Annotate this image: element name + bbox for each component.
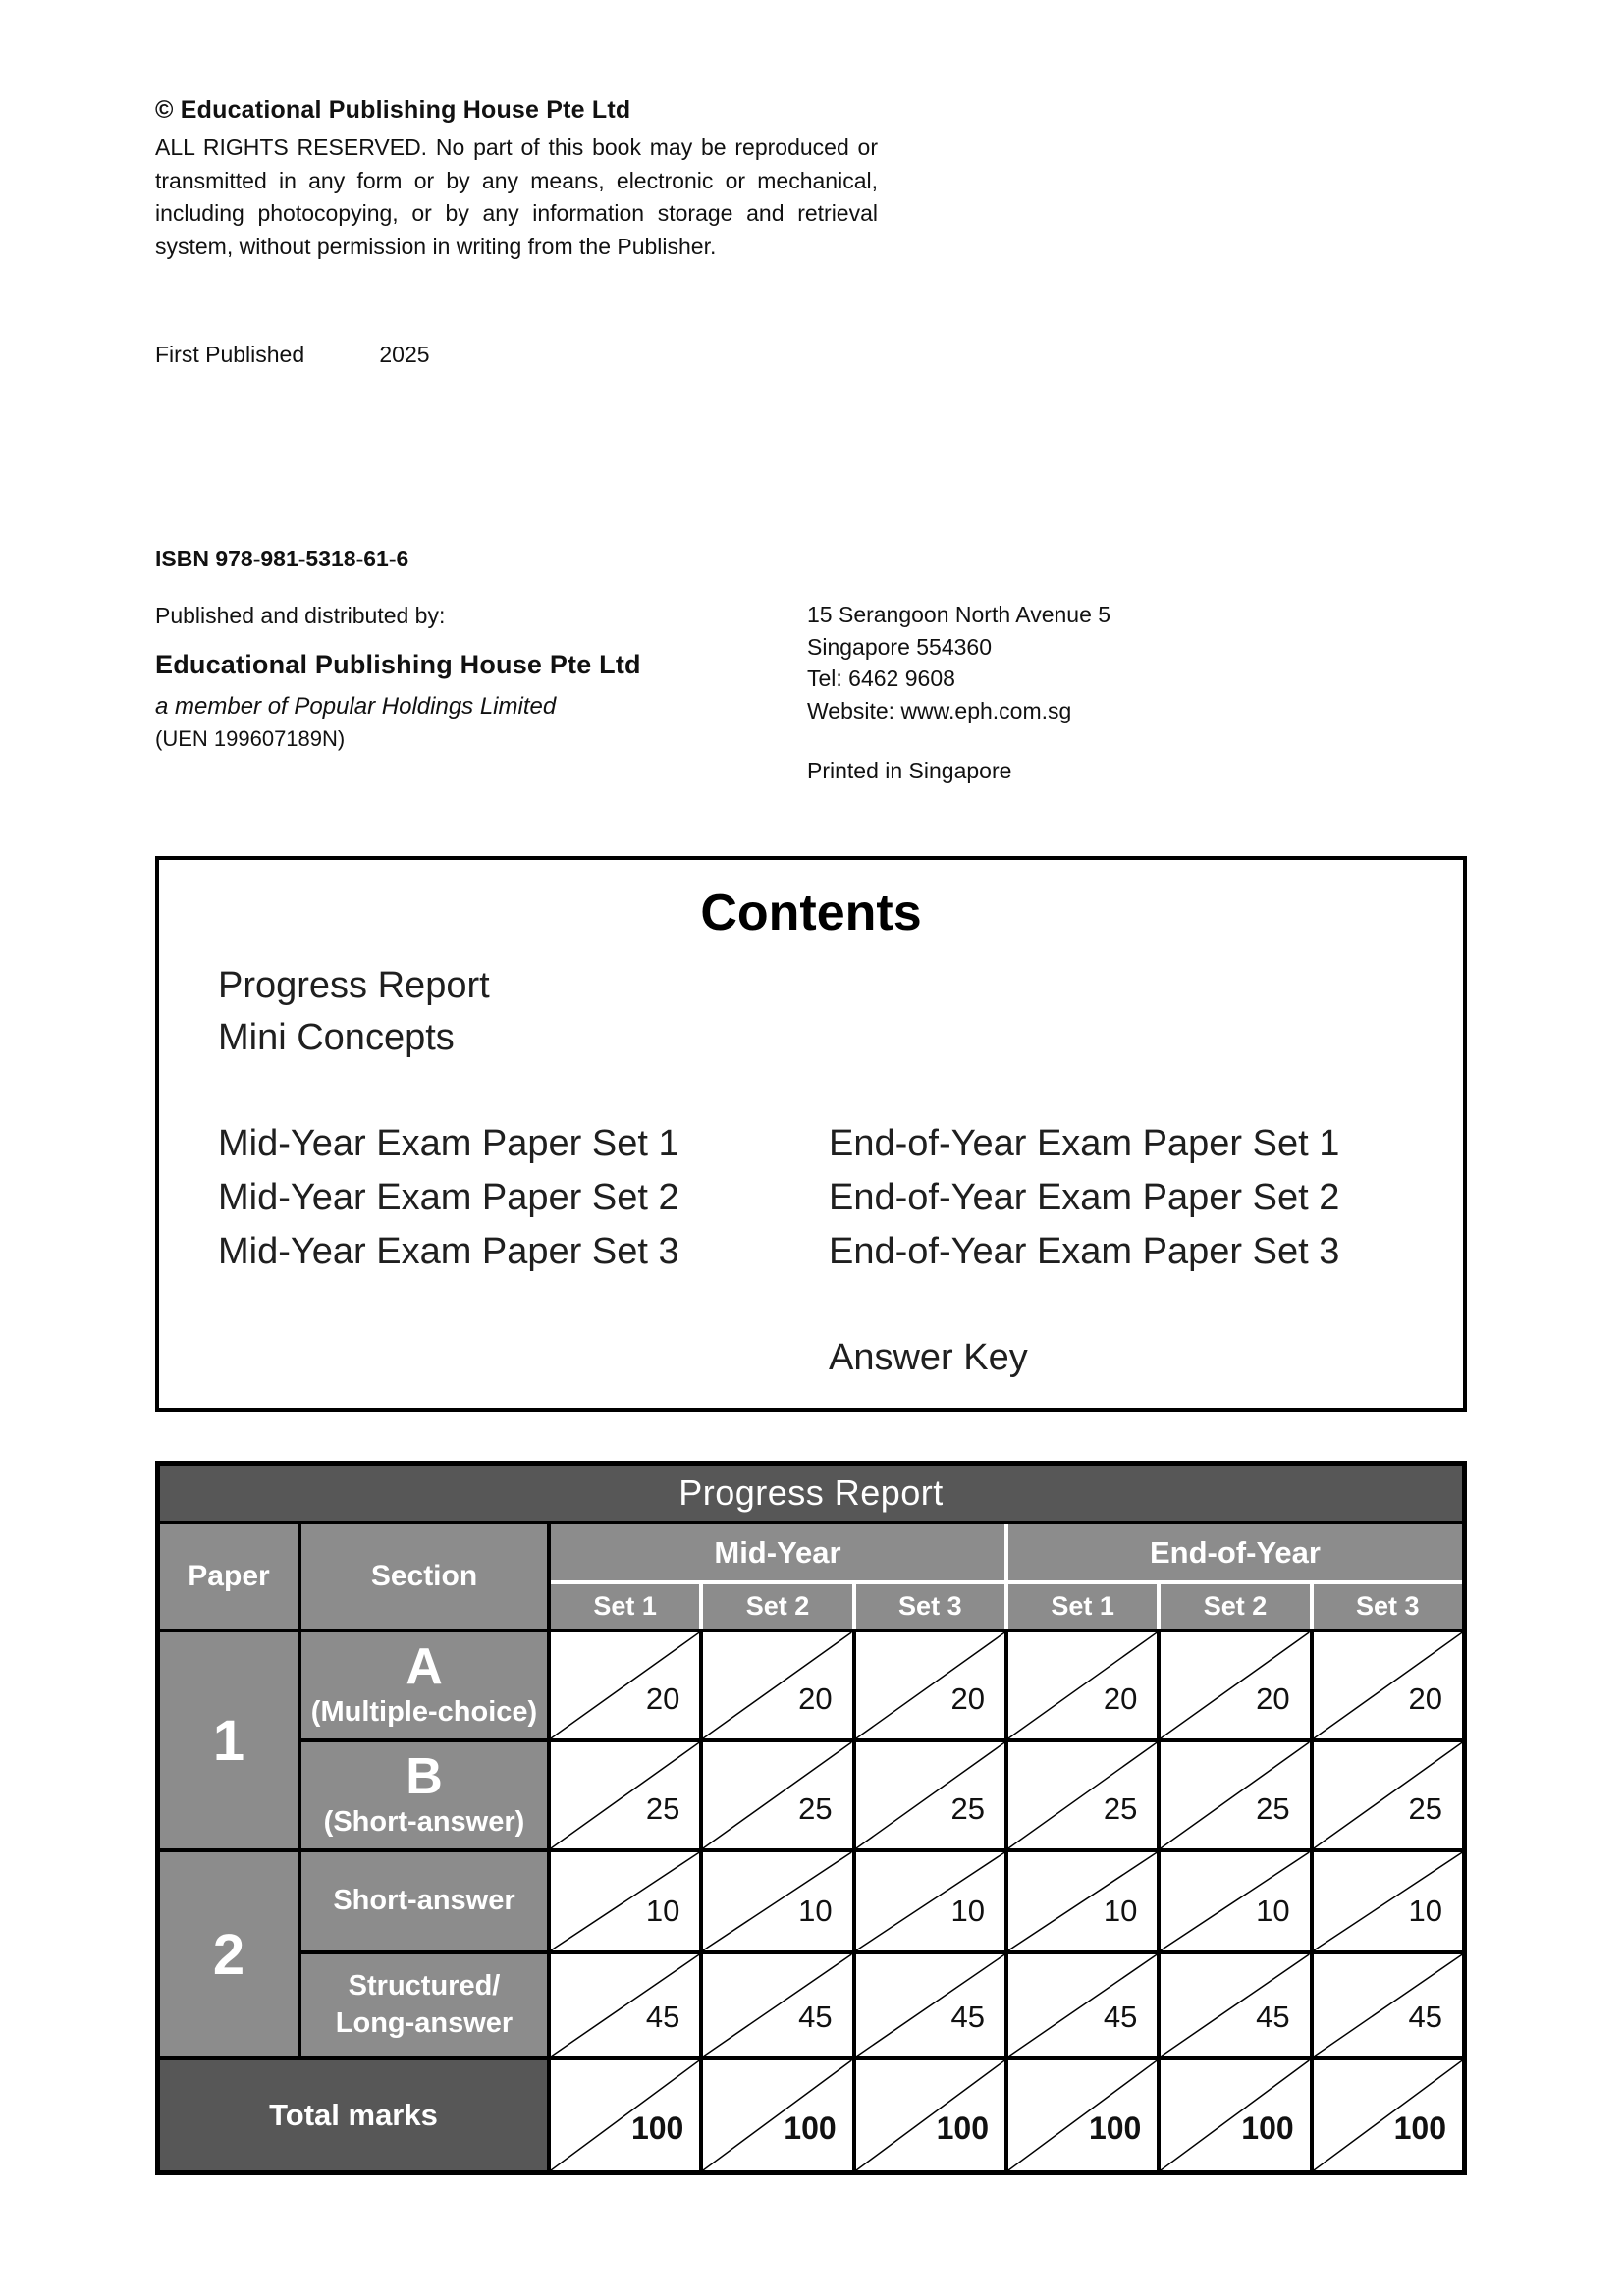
- header-set: Set 2: [703, 1584, 851, 1629]
- total-mark-cell: [1314, 2060, 1462, 2170]
- header-set: Set 3: [1314, 1584, 1462, 1629]
- header-set: Set 2: [1161, 1584, 1309, 1629]
- mark-cell: [1008, 1852, 1157, 1950]
- section-b-cell: [301, 1742, 547, 1848]
- mark-cell: [1161, 1632, 1309, 1738]
- address-line: Website: www.eph.com.sg: [807, 697, 1072, 723]
- mark-cell: [1314, 1742, 1462, 1848]
- mark-cell: [1008, 1954, 1157, 2056]
- total-mark-cell: [551, 2060, 699, 2170]
- publisher-uen: (UEN 199607189N): [155, 726, 346, 751]
- max-mark: 45: [1256, 2000, 1290, 2034]
- max-mark: 25: [950, 1791, 985, 1826]
- copyright-line: © Educational Publishing House Pte Ltd: [155, 96, 631, 124]
- section-structured-label-1: Structured/: [348, 1970, 501, 2002]
- max-mark: 25: [1256, 1791, 1290, 1826]
- max-mark: 25: [798, 1791, 833, 1826]
- mark-cell: [1314, 1632, 1462, 1738]
- contents-item: End-of-Year Exam Paper Set 3: [829, 1231, 1340, 1272]
- contents-endofyear-items: [829, 1117, 1339, 1279]
- contents-answer-key: Answer Key: [829, 1337, 1028, 1378]
- contents-midyear-items: [218, 1117, 679, 1279]
- mark-cell: [1008, 1632, 1157, 1738]
- total-max-mark: 100: [1088, 2110, 1142, 2146]
- paper-2-cell: 2: [160, 1852, 298, 2056]
- contents-item: Mid-Year Exam Paper Set 2: [218, 1177, 679, 1218]
- max-mark: 10: [645, 1894, 680, 1928]
- progress-report-table: [155, 1461, 1467, 2175]
- max-mark: 45: [798, 2000, 833, 2034]
- mark-cell: [551, 1852, 699, 1950]
- contents-item: Mini Concepts: [218, 1017, 455, 1058]
- publisher-address: [807, 599, 1110, 726]
- mark-cell: [856, 1852, 1004, 1950]
- header-score-block: [551, 1524, 1462, 1629]
- mark-cell: [856, 1742, 1004, 1848]
- contents-item: Mid-Year Exam Paper Set 3: [218, 1231, 679, 1272]
- mark-cell: [551, 1632, 699, 1738]
- max-mark: 10: [1408, 1894, 1442, 1928]
- section-shortanswer-label: Short-answer: [333, 1885, 515, 1917]
- max-mark: 20: [1408, 1682, 1442, 1716]
- section-structured-cell: [301, 1954, 547, 2056]
- header-paper: Paper: [160, 1524, 298, 1629]
- mark-cell: [1161, 1742, 1309, 1848]
- total-mark-cell: [1008, 2060, 1157, 2170]
- header-set: Set 1: [1008, 1584, 1157, 1629]
- header-set: Set 1: [551, 1584, 699, 1629]
- contents-box: [155, 856, 1467, 1412]
- mark-cell: [1314, 1852, 1462, 1950]
- max-mark: 20: [950, 1682, 985, 1716]
- total-max-mark: 100: [1241, 2110, 1294, 2146]
- total-max-mark: 100: [630, 2110, 684, 2146]
- max-mark: 10: [1256, 1894, 1290, 1928]
- total-marks-label: Total marks: [160, 2060, 547, 2170]
- mark-cell: [551, 1954, 699, 2056]
- max-mark: 25: [1408, 1791, 1442, 1826]
- max-mark: 25: [1103, 1791, 1138, 1826]
- isbn: ISBN 978-981-5318-61-6: [155, 546, 409, 571]
- section-shortanswer-cell: [301, 1852, 547, 1950]
- publisher-member-line: a member of Popular Holdings Limited: [155, 693, 557, 720]
- header-set: Set 3: [856, 1584, 1004, 1629]
- section-structured-label-2: Long-answer: [335, 2007, 514, 2039]
- section-a-sub: (Multiple-choice): [310, 1696, 538, 1729]
- contents-title: Contents: [700, 884, 922, 941]
- section-b-sub: (Short-answer): [323, 1806, 525, 1839]
- max-mark: 45: [1408, 2000, 1442, 2034]
- header-endofyear: End-of-Year: [1008, 1524, 1462, 1580]
- mark-cell: [856, 1954, 1004, 2056]
- header-midyear: Mid-Year: [551, 1524, 1004, 1580]
- mark-cell: [703, 1852, 851, 1950]
- max-mark: 45: [1103, 2000, 1138, 2034]
- total-max-mark: 100: [936, 2110, 989, 2146]
- mark-cell: [703, 1954, 851, 2056]
- max-mark: 20: [1256, 1682, 1290, 1716]
- max-mark: 45: [645, 2000, 680, 2034]
- max-mark: 20: [645, 1682, 680, 1716]
- table-grid: [160, 1524, 1462, 2170]
- max-mark: 20: [1103, 1682, 1138, 1716]
- mark-cell: [703, 1742, 851, 1848]
- mark-cell: [703, 1632, 851, 1738]
- total-mark-cell: [856, 2060, 1004, 2170]
- mark-cell: [1008, 1742, 1157, 1848]
- mark-cell: [1161, 1954, 1309, 2056]
- section-a-cell: [301, 1632, 547, 1738]
- max-mark: 45: [950, 2000, 985, 2034]
- section-b-letter: B: [406, 1748, 443, 1806]
- max-mark: 10: [1103, 1894, 1138, 1928]
- mark-cell: [1161, 1852, 1309, 1950]
- contents-item: Progress Report: [218, 965, 490, 1006]
- mark-cell: [551, 1742, 699, 1848]
- header-section: Section: [301, 1524, 547, 1629]
- table-title: Progress Report: [160, 1466, 1462, 1521]
- printed-in: Printed in Singapore: [807, 758, 1012, 783]
- first-published-row: [155, 342, 430, 368]
- address-line: Tel: 6462 9608: [807, 666, 955, 691]
- published-by-label: Published and distributed by:: [155, 603, 446, 628]
- section-a-letter: A: [406, 1638, 443, 1696]
- rights-reserved-text: ALL RIGHTS RESERVED. No part of this book may be reproduced or transmitted in any form or by any means, electronic or mechanical, including photocopying, or by any information storage and retrieval system, without permission in writing from the Publisher.: [155, 134, 878, 259]
- publisher-name: Educational Publishing House Pte Ltd: [155, 650, 641, 679]
- total-mark-cell: [703, 2060, 851, 2170]
- mark-cell: [1314, 1954, 1462, 2056]
- total-max-mark: 100: [784, 2110, 837, 2146]
- max-mark: 10: [950, 1894, 985, 1928]
- address-line: 15 Serangoon North Avenue 5: [807, 602, 1111, 627]
- contents-item: Mid-Year Exam Paper Set 1: [218, 1123, 679, 1164]
- max-mark: 10: [798, 1894, 833, 1928]
- mark-cell: [856, 1632, 1004, 1738]
- max-mark: 20: [798, 1682, 833, 1716]
- total-mark-cell: [1161, 2060, 1309, 2170]
- max-mark: 25: [645, 1791, 680, 1826]
- first-published-year: 2025: [379, 342, 430, 367]
- first-published-label: First Published: [155, 342, 305, 367]
- total-max-mark: 100: [1393, 2110, 1446, 2146]
- contents-top-items: [218, 960, 490, 1064]
- contents-item: End-of-Year Exam Paper Set 1: [829, 1123, 1340, 1164]
- paper-1-cell: 1: [160, 1632, 298, 1848]
- address-line: Singapore 554360: [807, 633, 992, 660]
- contents-item: End-of-Year Exam Paper Set 2: [829, 1177, 1340, 1218]
